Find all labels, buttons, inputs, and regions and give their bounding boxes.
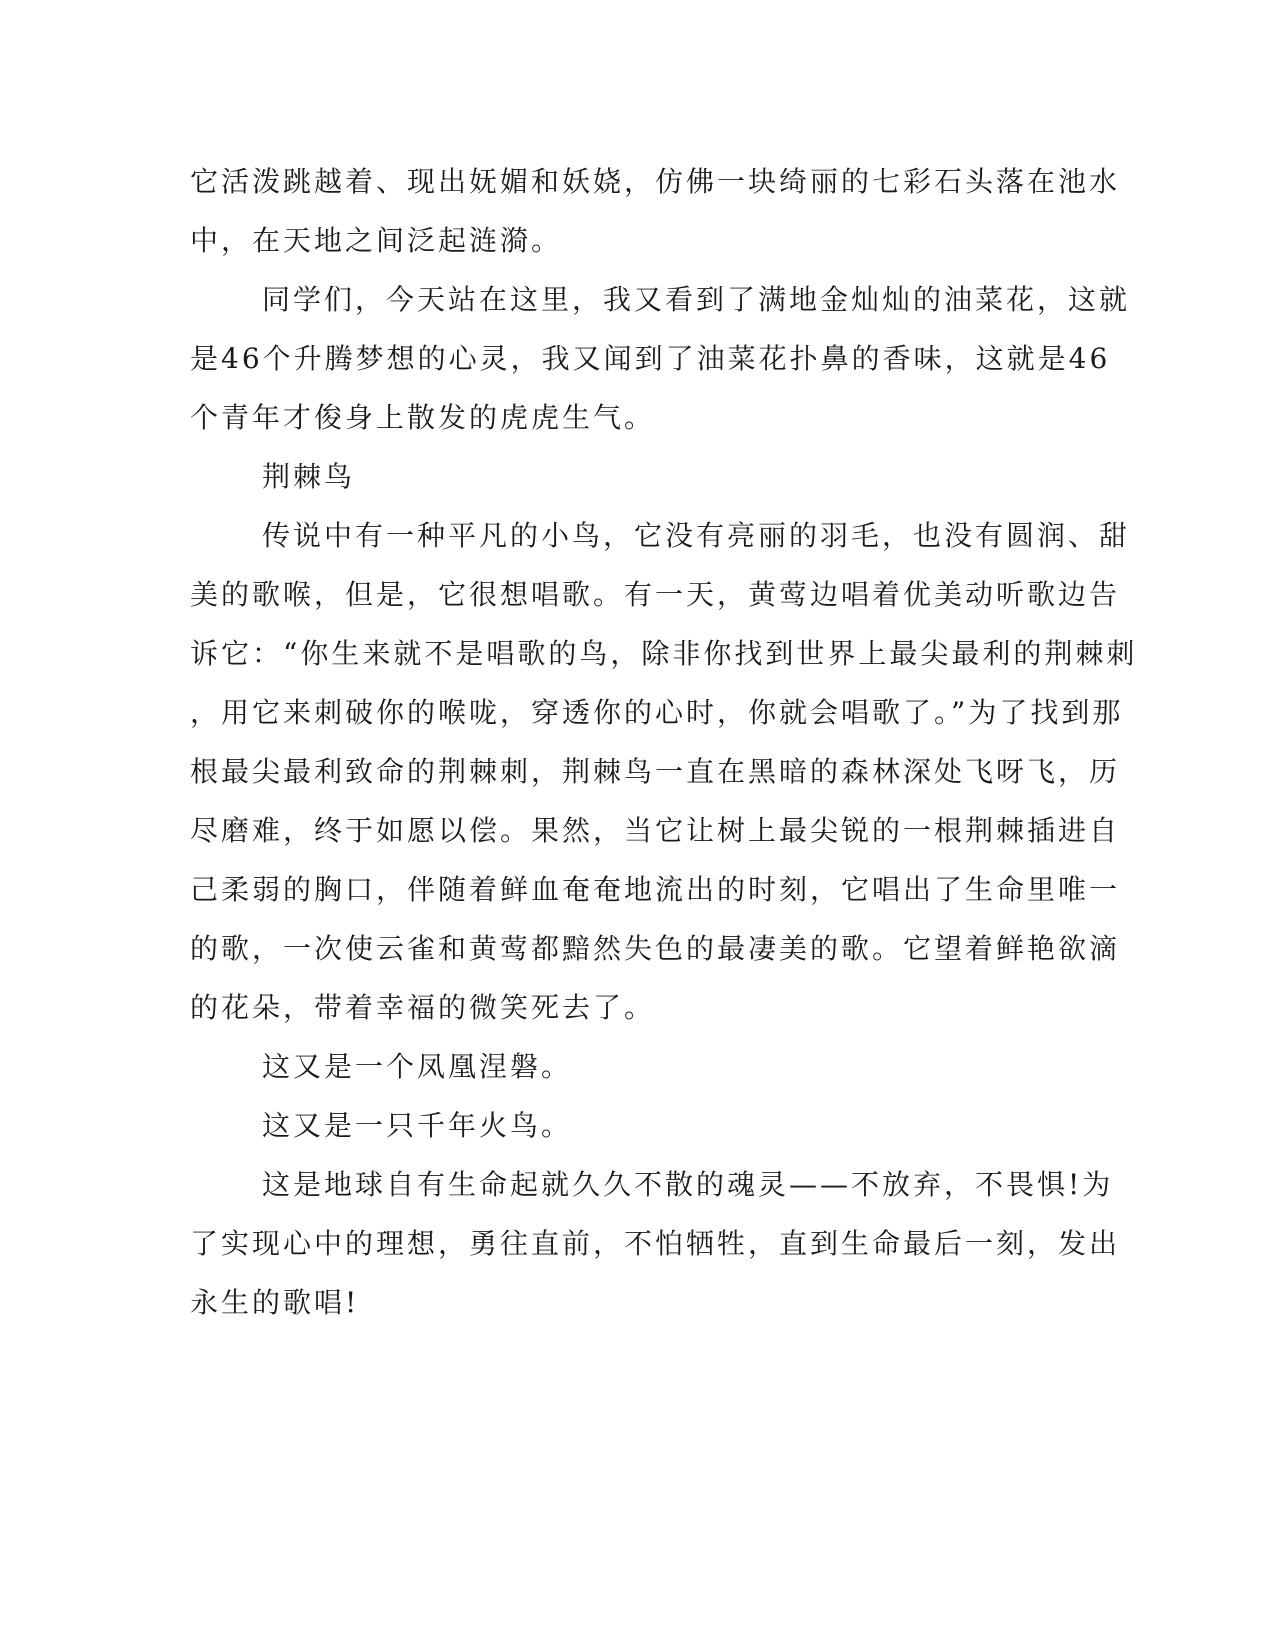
paragraph-first-line: 这又是一个凤凰涅磐。 [262, 1050, 573, 1083]
text-line: 永生的歌唱! [190, 1286, 360, 1319]
text-line: 根最尖最利致命的荆棘刺，荆棘鸟一直在黑暗的森林深处飞呀飞，历 [190, 755, 1121, 788]
text-line: 的花朵，带着幸福的微笑死去了。 [190, 991, 656, 1024]
paragraph-first-line: 同学们，今天站在这里，我又看到了满地金灿灿的油菜花，这就 [262, 283, 1131, 316]
text-line: 是46个升腾梦想的心灵，我又闻到了油菜花扑鼻的香味，这就是46 [190, 342, 1111, 375]
text-line: ，用它来刺破你的喉咙，穿透你的心时，你就会唱歌了。”为了找到那 [190, 696, 1124, 729]
text-line: 个青年才俊身上散发的虎虎生气。 [190, 401, 656, 434]
text-line: 己柔弱的胸口，伴随着鲜血奄奄地流出的时刻，它唱出了生命里唯一 [190, 873, 1121, 906]
text-line: 美的歌喉，但是，它很想唱歌。有一天，黄莺边唱着优美动听歌边告 [190, 578, 1121, 611]
text-line: 中，在天地之间泛起涟漪。 [190, 224, 563, 257]
text-line: 它活泼跳越着、现出妩媚和妖娆，仿佛一块绮丽的七彩石头落在池水 [190, 165, 1121, 198]
text-line: 诉它：“你生来就不是唱歌的鸟，除非你找到世界上最尖最利的荆棘刺 [190, 637, 1138, 670]
text-line: 尽磨难，终于如愿以偿。果然，当它让树上最尖锐的一根荆棘插进自 [190, 814, 1121, 847]
text-line: 了实现心中的理想，勇往直前，不怕牺牲，直到生命最后一刻，发出 [190, 1227, 1121, 1260]
paragraph-first-line: 这又是一只千年火鸟。 [262, 1109, 573, 1142]
text-line: 的歌，一次使云雀和黄莺都黯然失色的最凄美的歌。它望着鲜艳欲滴 [190, 932, 1121, 965]
paragraph-first-line: 传说中有一种平凡的小鸟，它没有亮丽的羽毛，也没有圆润、甜 [262, 519, 1131, 552]
paragraph-first-line: 这是地球自有生命起就久久不散的魂灵——不放弃，不畏惧!为 [262, 1168, 1114, 1201]
section-heading: 荆棘鸟 [262, 460, 356, 493]
